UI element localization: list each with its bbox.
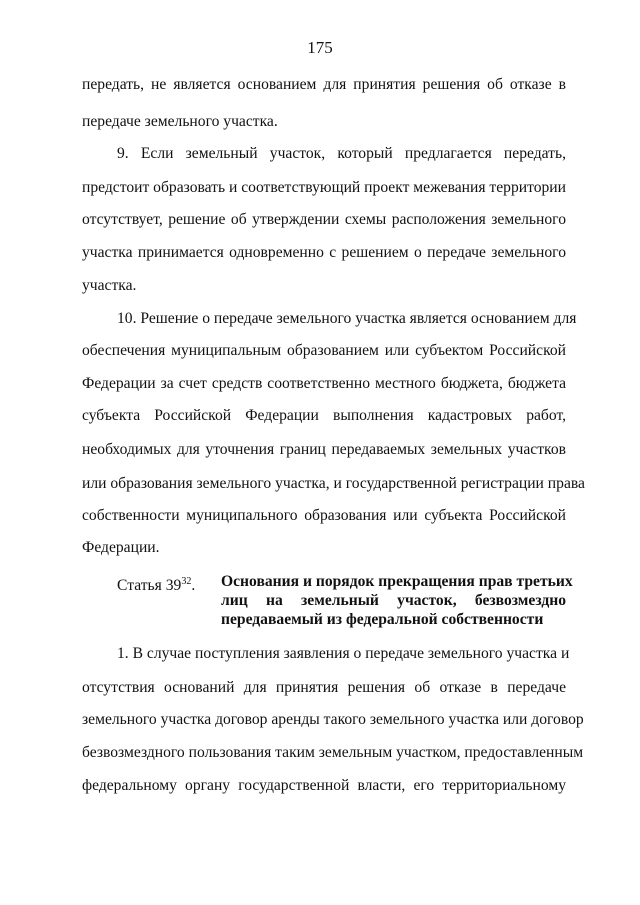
- text-line: или образования земельного участка, и государственной регистрации права: [82, 475, 585, 492]
- text-line: обеспечения муниципальным образованием или субъектом Российской: [82, 342, 566, 359]
- paragraph-9-first-line: 9. Если земельный участок, который предлагается передать,: [117, 145, 566, 162]
- text-line: собственности муниципального образования или субъекта Российской: [82, 507, 566, 524]
- text-line: отсутствует, решение об утверждении схемы расположения земельного: [82, 211, 566, 228]
- text-line: передаче земельного участка.: [82, 113, 278, 130]
- text-line: Федерации.: [82, 539, 160, 556]
- article-heading-line: лиц на земельный участок, безвозмездно: [221, 592, 566, 609]
- text-line: земельного участка договор аренды такого земельного участка или договор: [82, 711, 584, 728]
- text-line: Федерации за счет средств соответственно местного бюджета, бюджета: [82, 375, 566, 392]
- text-line: субъекта Российской Федерации выполнения кадастровых работ,: [82, 407, 566, 424]
- text-line: участка принимается одновременно с решением о передаче земельного: [82, 244, 566, 261]
- text-line: передать, не является основанием для принятия решения об отказе в: [82, 76, 566, 93]
- text-line: предстоит образовать и соответствующий проект межевания территории: [82, 179, 566, 196]
- article-label: [117, 572, 195, 596]
- article-heading-line: передаваемый из федеральной собственности: [221, 611, 544, 628]
- article-label-suffix: .: [191, 577, 196, 594]
- paragraph-10-first-line: 10. Решение о передаче земельного участка является основанием для: [117, 310, 577, 327]
- article-heading-line: Основания и порядок прекращения прав третьих: [221, 573, 573, 590]
- paragraph-1-first-line: 1. В случае поступления заявления о передаче земельного участка и: [117, 645, 570, 662]
- article-label-text: Статья 39: [117, 577, 182, 594]
- text-line: отсутствия оснований для принятия решения об отказе в передаче: [82, 679, 566, 696]
- text-line: участка.: [82, 277, 137, 294]
- text-line: федеральному органу государственной власти, его территориальному: [82, 777, 566, 794]
- page-number: 175: [307, 38, 333, 57]
- text-line: безвозмездного пользования таким земельным участком, предоставленным: [82, 744, 584, 761]
- article-superscript: 32: [181, 576, 192, 587]
- text-line: необходимых для уточнения границ передаваемых земельных участков: [82, 441, 566, 458]
